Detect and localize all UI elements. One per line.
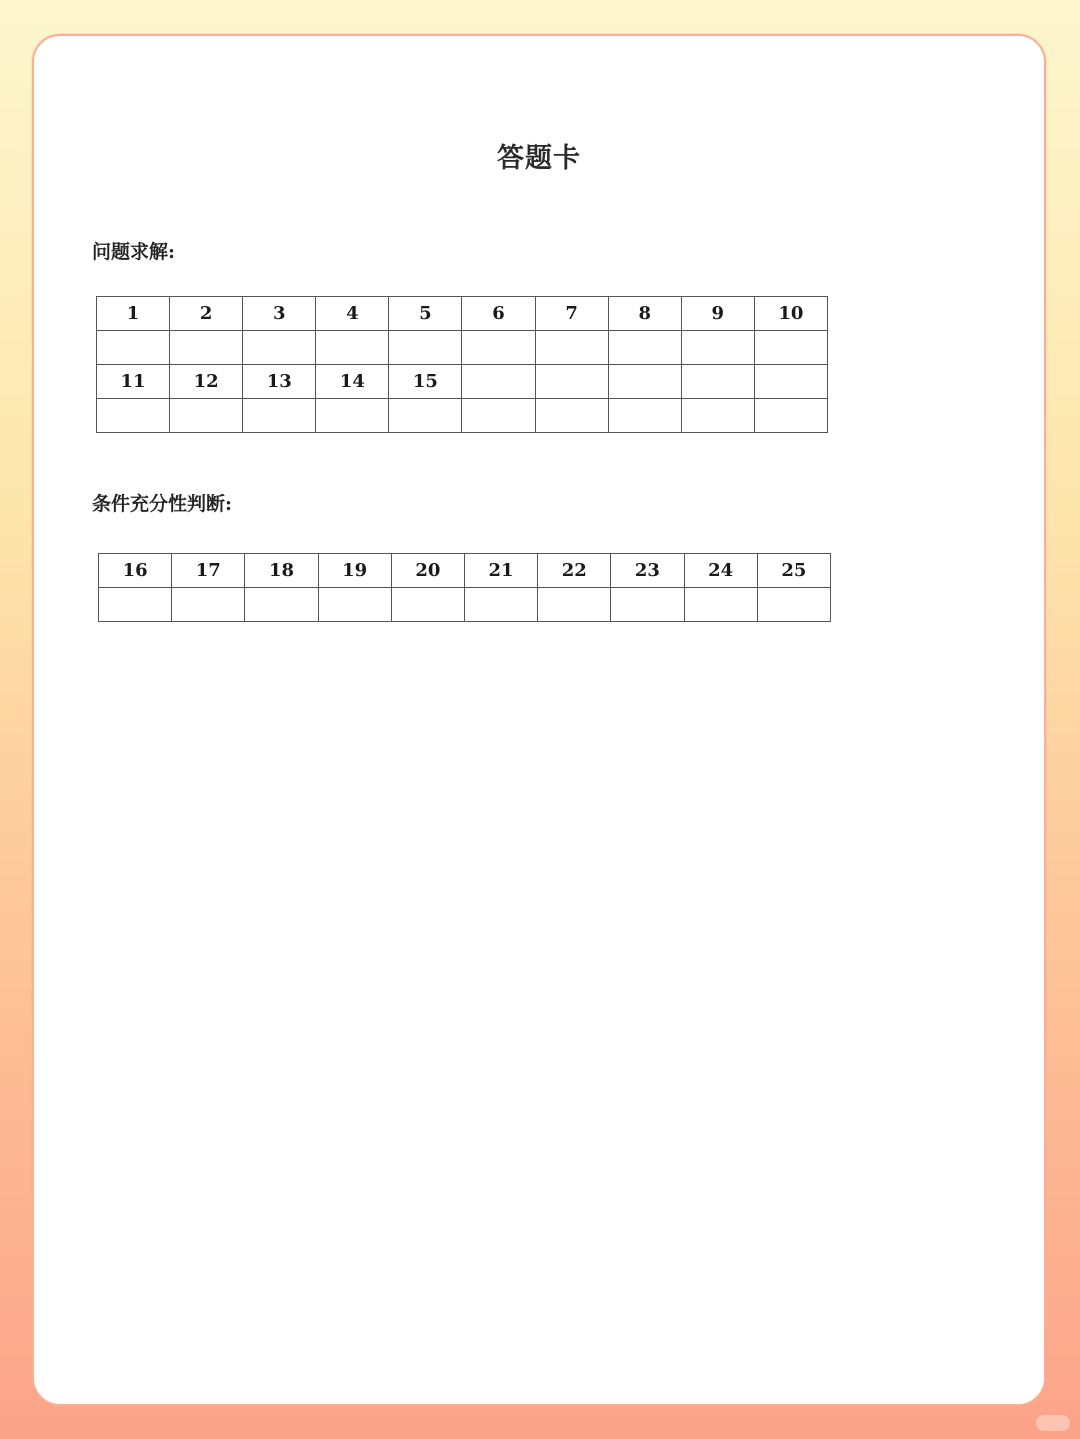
answer-cell[interactable] [538,588,611,622]
section-label-problem-solving: 问题求解: [92,241,176,263]
question-number-cell: 18 [245,554,318,588]
empty-cell [535,365,608,399]
answer-cell[interactable] [757,588,830,622]
empty-cell [754,399,827,433]
answer-cell[interactable] [608,331,681,365]
answer-cell[interactable] [316,399,389,433]
question-number-cell: 1 [97,297,170,331]
question-number-cell: 21 [464,554,537,588]
answer-cell[interactable] [389,331,462,365]
question-number-cell: 8 [608,297,681,331]
answer-cell[interactable] [681,331,754,365]
answer-cell[interactable] [170,399,243,433]
empty-cell [608,365,681,399]
grid-row-numbers [97,297,828,331]
answer-cell[interactable] [172,588,245,622]
question-number-cell: 5 [389,297,462,331]
grid-row-numbers [97,365,828,399]
question-number-cell: 10 [754,297,827,331]
section-label-sufficiency: 条件充分性判断: [92,493,233,515]
question-number-cell: 14 [316,365,389,399]
answer-cell[interactable] [754,331,827,365]
question-number-cell: 20 [391,554,464,588]
question-number-cell: 13 [243,365,316,399]
empty-cell [681,399,754,433]
question-number-cell: 17 [172,554,245,588]
answer-cell[interactable] [170,331,243,365]
question-number-cell: 19 [318,554,391,588]
answer-sheet-card [32,34,1046,1406]
empty-cell [462,399,535,433]
question-number-cell: 3 [243,297,316,331]
question-number-cell: 2 [170,297,243,331]
answer-cell[interactable] [389,399,462,433]
answer-cell[interactable] [245,588,318,622]
answer-cell[interactable] [243,331,316,365]
question-number-cell: 24 [684,554,757,588]
grid-row-numbers [99,554,831,588]
answer-cell[interactable] [464,588,537,622]
answer-cell[interactable] [97,399,170,433]
empty-cell [535,399,608,433]
question-number-cell: 16 [99,554,172,588]
answer-grid-problem-solving [96,296,828,433]
question-number-cell: 23 [611,554,684,588]
answer-grid-sufficiency [98,553,831,622]
corner-watermark [1036,1415,1070,1431]
question-number-cell: 11 [97,365,170,399]
question-number-cell: 4 [316,297,389,331]
answer-cell[interactable] [391,588,464,622]
question-number-cell: 22 [538,554,611,588]
question-number-cell: 9 [681,297,754,331]
answer-cell[interactable] [97,331,170,365]
page-title: 答题卡 [497,143,581,174]
empty-cell [462,365,535,399]
answer-cell[interactable] [243,399,316,433]
empty-cell [681,365,754,399]
question-number-cell: 7 [535,297,608,331]
question-number-cell: 25 [757,554,830,588]
question-number-cell: 6 [462,297,535,331]
question-number-cell: 15 [389,365,462,399]
grid-row-answers [97,399,828,433]
answer-cell[interactable] [318,588,391,622]
grid-row-answers [99,588,831,622]
empty-cell [754,365,827,399]
answer-cell[interactable] [535,331,608,365]
answer-cell[interactable] [99,588,172,622]
answer-cell[interactable] [684,588,757,622]
answer-cell[interactable] [611,588,684,622]
empty-cell [608,399,681,433]
grid-row-answers [97,331,828,365]
answer-cell[interactable] [316,331,389,365]
answer-cell[interactable] [462,331,535,365]
question-number-cell: 12 [170,365,243,399]
